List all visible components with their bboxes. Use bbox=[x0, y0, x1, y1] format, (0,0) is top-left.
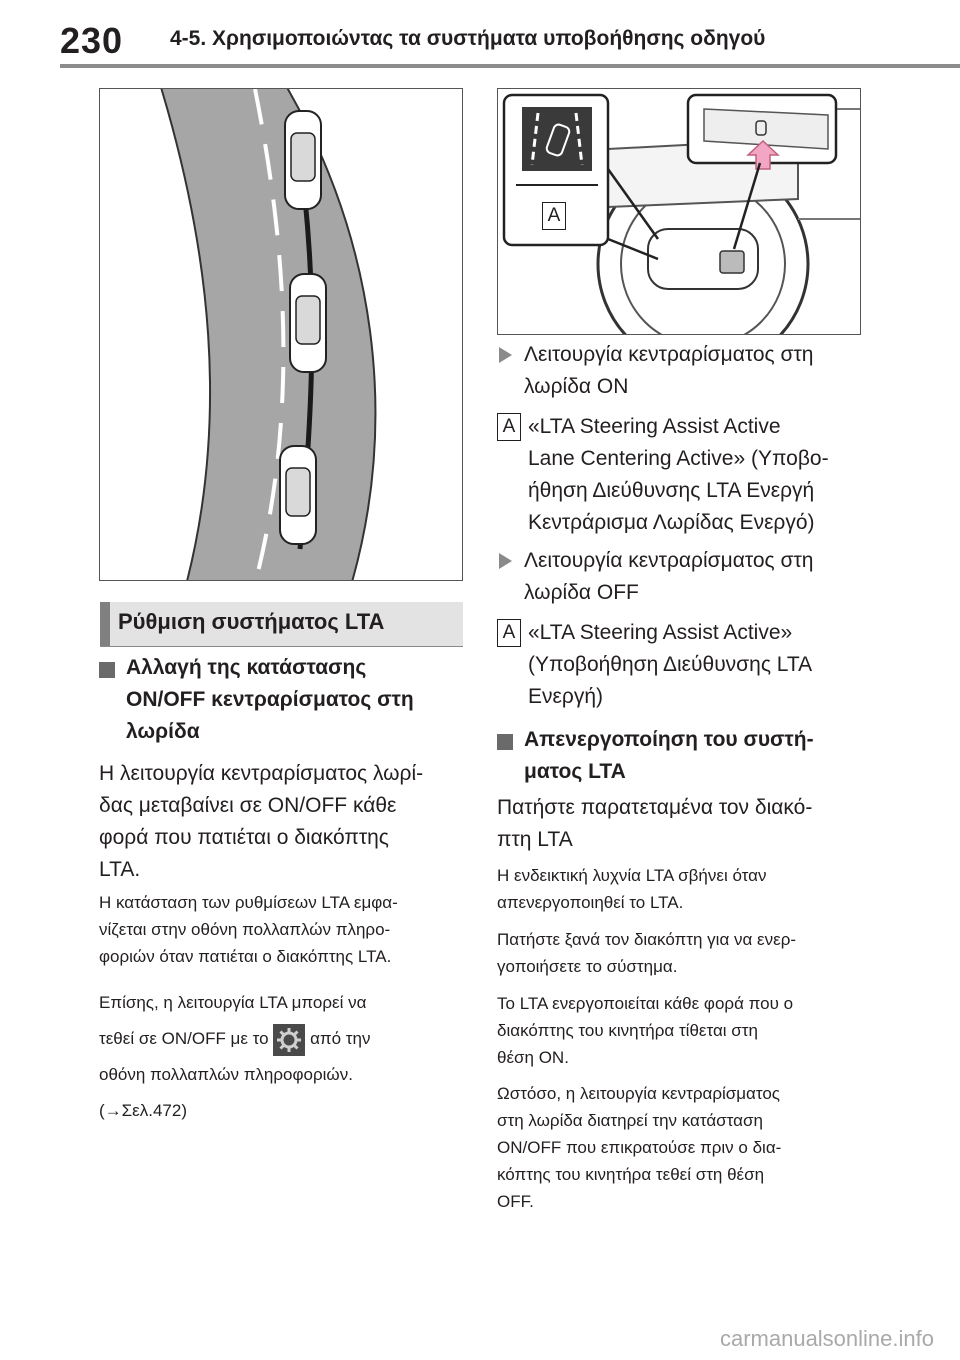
watermark: carmanualsonline.info bbox=[719, 1326, 934, 1351]
subheading-lane-centering-toggle bbox=[126, 652, 466, 748]
note-settings-display bbox=[99, 889, 469, 970]
text-line: «LTA Steering Assist Active bbox=[528, 415, 781, 438]
text-line: ON/OFF που επικρατούσε πριν ο δια- bbox=[497, 1138, 782, 1157]
header-rule bbox=[60, 64, 960, 68]
text-line: Πατήστε παρατεταμένα τον διακό- bbox=[497, 796, 813, 819]
text-line: οθόνη πολλαπλών πληροφοριών. bbox=[99, 1065, 353, 1084]
heading-title: Ρύθμιση συστήματος LTA bbox=[118, 609, 385, 634]
text-line: Ενεργή) bbox=[528, 685, 603, 708]
text-line: ήθηση Διεύθυνσης LTA Ενεργή bbox=[528, 479, 815, 502]
subheading-line: λωρίδα bbox=[126, 720, 200, 743]
note-state-retained bbox=[497, 1080, 877, 1215]
text-line: γοποιήσετε το σύστημα. bbox=[497, 957, 678, 976]
label-a-box: A bbox=[497, 413, 521, 441]
heading-box bbox=[100, 602, 463, 647]
text-line: δας μεταβαίνει σε ON/OFF κάθε bbox=[99, 794, 397, 817]
note-engine-on bbox=[497, 990, 877, 1071]
road-diagram bbox=[100, 89, 462, 580]
text-line: Η ενδεικτική λυχνία LTA σβήνει όταν bbox=[497, 866, 767, 885]
text-line: θέση ON. bbox=[497, 1048, 569, 1067]
page-reference: (→Σελ.472) bbox=[99, 1101, 187, 1120]
bullet-lane-centering-on bbox=[524, 339, 884, 403]
text-line: φοριών όταν πατιέται ο διακόπτης LTA. bbox=[99, 947, 392, 966]
text-line: Το LTA ενεργοποιείται κάθε φορά που ο bbox=[497, 994, 794, 1013]
text-line: λωρίδα OFF bbox=[524, 581, 639, 604]
cockpit-illustration bbox=[497, 88, 861, 335]
text-line: Επίσης, η λειτουργία LTA μπορεί να bbox=[99, 993, 367, 1012]
lta-indicator-display bbox=[522, 107, 592, 171]
text-line: λωρίδα ON bbox=[524, 375, 629, 398]
heading-accent bbox=[100, 602, 110, 646]
triangle-bullet-icon bbox=[499, 347, 512, 363]
triangle-bullet-icon bbox=[499, 553, 512, 569]
lane-centering-illustration bbox=[99, 88, 463, 581]
text-line: κόπτης του κινητήρα τεθεί στη θέση bbox=[497, 1165, 765, 1184]
text-line: (Υποβοήθηση Διεύθυνσης LTA bbox=[528, 653, 813, 676]
message-steering-assist-active bbox=[528, 617, 888, 713]
text-line: Κεντράρισμα Λωρίδας Ενεργό) bbox=[528, 511, 815, 534]
text-line: φορά που πατιέται ο διακόπτης bbox=[99, 826, 389, 849]
text-line-with-icon: τεθεί σε ON/OFF με το από την bbox=[99, 1021, 469, 1057]
bullet-lane-centering-off bbox=[524, 545, 884, 609]
text-line: Λειτουργία κεντραρίσματος στη bbox=[524, 549, 814, 572]
text-line: πτη LTA bbox=[497, 828, 573, 851]
lta-switch bbox=[720, 251, 744, 273]
text-line: Η κατάσταση των ρυθμίσεων LTA εμφα- bbox=[99, 893, 398, 912]
car-top bbox=[285, 111, 321, 209]
paragraph-toggle-description bbox=[99, 758, 469, 886]
text-line: στη λωρίδα διατηρεί την κατάσταση bbox=[497, 1111, 763, 1130]
car-bottom bbox=[280, 446, 316, 544]
subheading-line: ματος LTA bbox=[524, 760, 626, 783]
note-reactivate bbox=[497, 926, 877, 980]
label-a-box: A bbox=[497, 619, 521, 647]
square-bullet-icon bbox=[99, 662, 115, 678]
square-bullet-icon bbox=[497, 734, 513, 750]
subheading-line: Απενεργοποίηση του συστή- bbox=[524, 728, 814, 751]
gear-icon bbox=[273, 1024, 305, 1056]
text-line: OFF. bbox=[497, 1192, 534, 1211]
text-line: Πατήστε ξανά τον διακόπτη για να ενερ- bbox=[497, 930, 797, 949]
callout-label-a: A bbox=[542, 202, 566, 230]
text-line: LTA. bbox=[99, 858, 141, 881]
text-line: Λειτουργία κεντραρίσματος στη bbox=[524, 343, 814, 366]
text-line: νίζεται στην οθόνη πολλαπλών πληρο- bbox=[99, 920, 391, 939]
car-middle bbox=[290, 274, 326, 372]
page-number: 230 bbox=[60, 20, 124, 61]
note-settings-menu bbox=[99, 985, 469, 1129]
subheading-line: ON/OFF κεντραρίσματος στη bbox=[126, 688, 414, 711]
paragraph-press-and-hold bbox=[497, 792, 877, 856]
text-line: διακόπτης του κινητήρα τίθεται στη bbox=[497, 1021, 758, 1040]
text-line: Lane Centering Active» (Υποβο- bbox=[528, 447, 829, 470]
text-line: «LTA Steering Assist Active» bbox=[528, 621, 793, 644]
message-lane-centering-active bbox=[528, 411, 888, 539]
text-line: Ωστόσο, η λειτουργία κεντραρίσματος bbox=[497, 1084, 780, 1103]
subheading-line: Αλλαγή της κατάστασης bbox=[126, 656, 367, 679]
subheading-disable-lta bbox=[524, 724, 884, 788]
page-header bbox=[0, 0, 960, 70]
note-indicator-off bbox=[497, 862, 877, 916]
text-line: απενεργοποιηθεί το LTA. bbox=[497, 893, 684, 912]
section-title: 4-5. Χρησιμοποιώντας τα συστήματα υποβοήθησης οδηγού bbox=[170, 27, 766, 50]
text-line: Η λειτουργία κεντραρίσματος λωρί- bbox=[99, 762, 424, 785]
